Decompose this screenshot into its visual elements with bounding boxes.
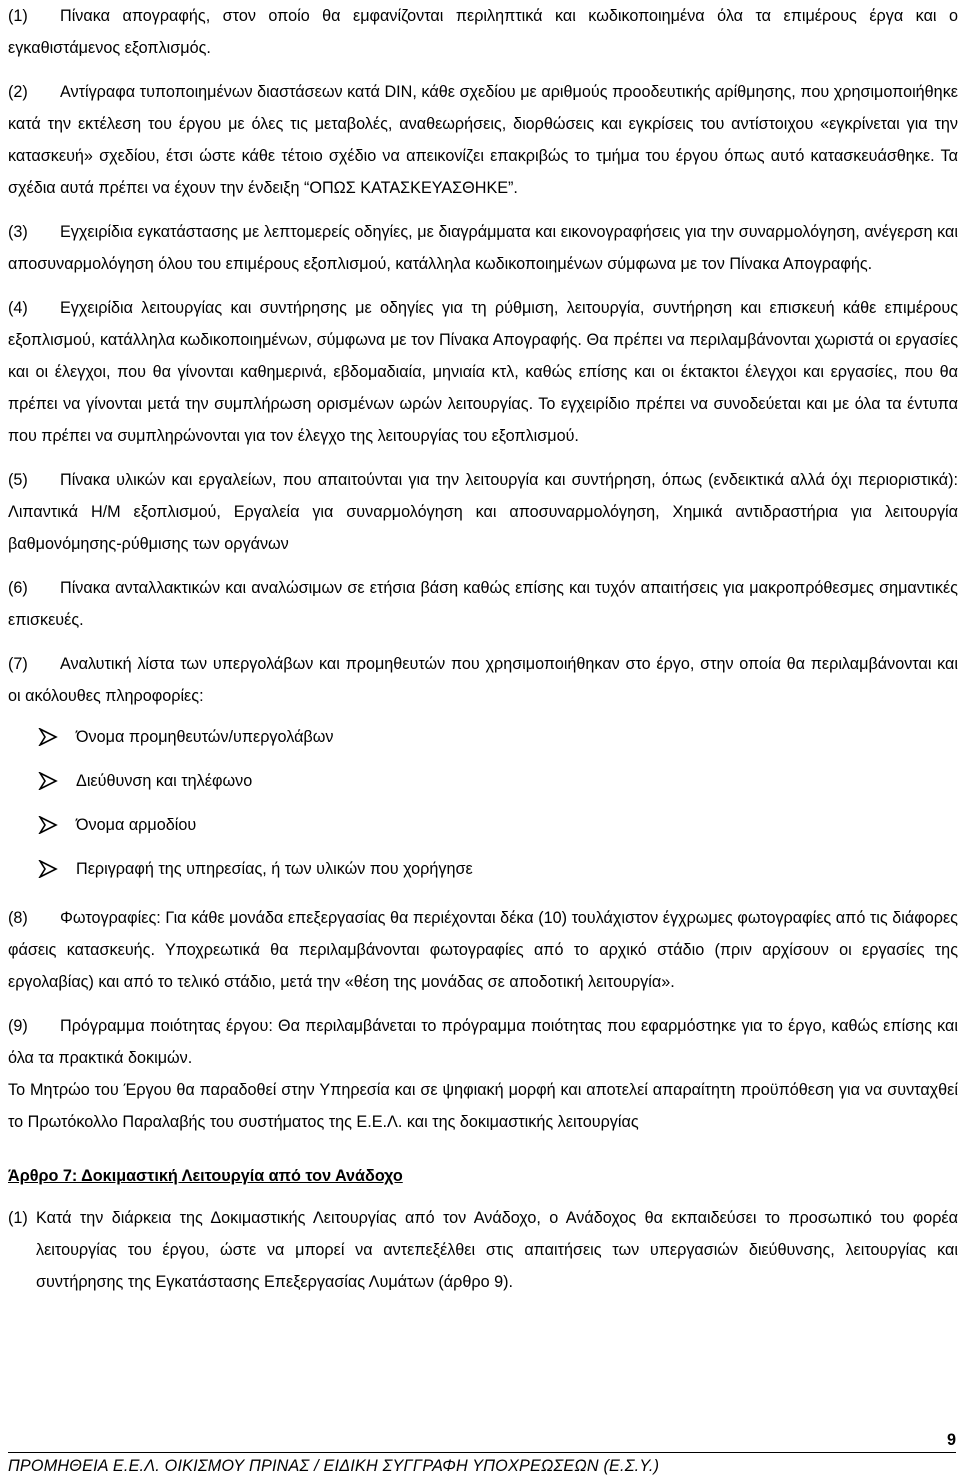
item-number: (9) [8, 1017, 28, 1035]
item-number: (1) [8, 1209, 28, 1227]
item-text: Πίνακα απογραφής, στον οποίο θα εμφανίζονται περιληπτικά και κωδικοποιημένα όλα τα επιμέρους έργα και ο εγκαθιστάμενος εξοπλισμός. [8, 7, 958, 57]
item-text: Εγχειρίδια λειτουργίας και συντήρησης με οδηγίες για τη ρύθμιση, λειτουργία, συντήρηση και επισκευή κάθε επιμέρους εξοπλισμού, κατάλληλα κωδικοποιημένων, σύμφωνα με τον Πίνακα Απογραφής. Θα πρέπει να περιλαμβάνονται χωριστά οι εργασίες και οι έλεγχοι, που θα γίνονται καθημερινά, εβδομαδιαία, μηνιαία κτλ, καθώς επίσης και οι έκτακτοι έλεγχοι και εργασίες, που θα πρέπει να γίνονται μετά την συμπλήρωση ορισμένων ωρών λειτουργίας. Το εγχειρίδιο πρέπει να συνοδεύεται και με όλα τα έντυπα που πρέπει να συμπληρώνονται για τον έλεγχο της λειτουργίας του εξοπλισμού. [8, 299, 958, 445]
arrowhead-bullet-icon [38, 772, 58, 790]
item-text: Πίνακα ανταλλακτικών και αναλώσιμων σε ετήσια βάση καθώς επίσης και τυχόν απαιτήσεις για μακροπρόθεσμες σημαντικές επισκευές. [8, 579, 958, 629]
arrowhead-bullet-icon [38, 816, 58, 834]
item-number: (7) [8, 655, 28, 673]
page-footer [8, 1431, 956, 1481]
list-item-8 [8, 902, 958, 998]
bullet-item [8, 858, 958, 880]
arrowhead-bullet-icon [38, 728, 58, 746]
arrowhead-bullet-icon [38, 860, 58, 878]
item-text: Πίνακα υλικών και εργαλείων, που απαιτούνται για την λειτουργία και συντήρηση, όπως (ενδεικτικά αλλά όχι περιοριστικά): Λιπαντικά Η/Μ εξοπλισμού, Εργαλεία για συναρμολόγηση και αποσυναρμολόγηση, Χημικά αντιδραστήρια για λειτουργία βαθμονόμησης-ρύθμισης των οργάνων [8, 471, 958, 553]
bullet-text: Περιγραφή της υπηρεσίας, ή των υλικών που χορήγησε [76, 860, 473, 878]
supplier-info-list [8, 726, 958, 880]
item-text: Αντίγραφα τυποποιημένων διαστάσεων κατά DIN, κάθε σχεδίου με αριθμούς προοδευτικής αρίθμησης, που χρησιμοποιήθηκε κατά την εκτέλεση του έργου με όλες τις μεταβολές, αναθεωρήσεις, διορθώσεις και εγκρίσεις του αντίστοιχου «εγκρίνεται για την κατασκευή» σχεδίου, έτσι ώστε κάθε τέτοιο σχέδιο να απεικονίζει επακριβώς το τμήμα του έργου όπως αυτό κατασκευάσθηκε. Τα σχέδια αυτά πρέπει να έχουν την ένδειξη “ΟΠΩΣ ΚΑΤΑΣΚΕΥΑΣΘΗΚΕ”. [8, 83, 958, 197]
bullet-item [8, 770, 958, 792]
article-item-1 [8, 1202, 958, 1298]
list-item-9 [8, 1010, 958, 1074]
page-number: 9 [946, 1431, 956, 1449]
document-page [8, 0, 958, 1298]
item-text: Αναλυτική λίστα των υπεργολάβων και προμηθευτών που χρησιμοποιήθηκαν στο έργο, στην οποία θα περιλαμβάνονται και οι ακόλουθες πληροφορίες: [8, 655, 958, 705]
item-text: Φωτογραφίες: Για κάθε μονάδα επεξεργασίας θα περιέχονται δέκα (10) τουλάχιστον έγχρωμες φωτογραφίες από τις διάφορες φάσεις κατασκευής. Υποχρεωτικά θα περιλαμβάνονται φωτογραφίες από το αρχικό στάδιο (πριν αρχίσουν οι εργασίες της εργολαβίας) και από το τελικό στάδιο, μετά την «θέση της μονάδας σε αποδοτική λειτουργία». [8, 909, 958, 991]
list-item-3 [8, 216, 958, 280]
item-number: (4) [8, 299, 28, 317]
item-text: Εγχειρίδια εγκατάστασης με λεπτομερείς οδηγίες, με διαγράμματα και εικονογραφήσεις για την συναρμολόγηση, ανέγερση και αποσυναρμολόγηση όλου του επιμέρους εξοπλισμού, κατάλληλα κωδικοποιημένων σύμφωνα με τον Πίνακα Απογραφής. [8, 223, 958, 273]
registry-paragraph: Το Μητρώο του Έργου θα παραδοθεί στην Υπηρεσία και σε ψηφιακή μορφή και αποτελεί απαραίτητη προϋπόθεση για να συνταχθεί το Πρωτόκολλο Παραλαβής του συστήματος της Ε.Ε.Λ. και της δοκιμαστικής λειτουργίας [8, 1081, 958, 1131]
list-item-5 [8, 464, 958, 560]
article-heading: Άρθρο 7: Δοκιμαστική Λειτουργία από τον Ανάδοχο [8, 1167, 403, 1185]
item-number: (1) [8, 7, 28, 25]
item-text: Κατά την διάρκεια της Δοκιμαστικής Λειτουργίας από τον Ανάδοχο, ο Ανάδοχος θα εκπαιδεύσει το προσωπικό του φορέα λειτουργίας του έργου, ώστε να μπορεί να αντεπεξέλθει στις απαιτήσεις των υπεργασιών διεύθυνσης, λειτουργίας και συντήρησης της Εγκατάστασης Επεξεργασίας Λυμάτων (άρθρο 9). [36, 1209, 958, 1291]
footer-title: ΠΡΟΜΗΘΕΙΑ Ε.Ε.Λ. ΟΙΚΙΣΜΟΥ ΠΡΙΝΑΣ / ΕΙΔΙΚΗ ΣΥΓΓΡΑΦΗ ΥΠΟΧΡΕΩΣΕΩΝ (Ε.Σ.Υ.) [8, 1457, 660, 1475]
bullet-item [8, 814, 958, 836]
list-item-4 [8, 292, 958, 452]
bullet-text: Όνομα προμηθευτών/υπεργολάβων [76, 728, 334, 746]
list-item-1 [8, 0, 958, 64]
bullet-text: Διεύθυνση και τηλέφωνο [76, 772, 253, 790]
item-number: (6) [8, 579, 28, 597]
item-number: (3) [8, 223, 28, 241]
list-item-7 [8, 648, 958, 712]
bullet-item [8, 726, 958, 748]
list-item-2 [8, 76, 958, 204]
item-number: (8) [8, 909, 28, 927]
list-item-6 [8, 572, 958, 636]
item-number: (5) [8, 471, 28, 489]
bullet-text: Όνομα αρμοδίου [76, 816, 197, 834]
item-text: Πρόγραμμα ποιότητας έργου: Θα περιλαμβάνεται το πρόγραμμα ποιότητας που εφαρμόστηκε για το έργο, καθώς επίσης και όλα τα πρακτικά δοκιμών. [8, 1017, 958, 1067]
item-number: (2) [8, 83, 28, 101]
